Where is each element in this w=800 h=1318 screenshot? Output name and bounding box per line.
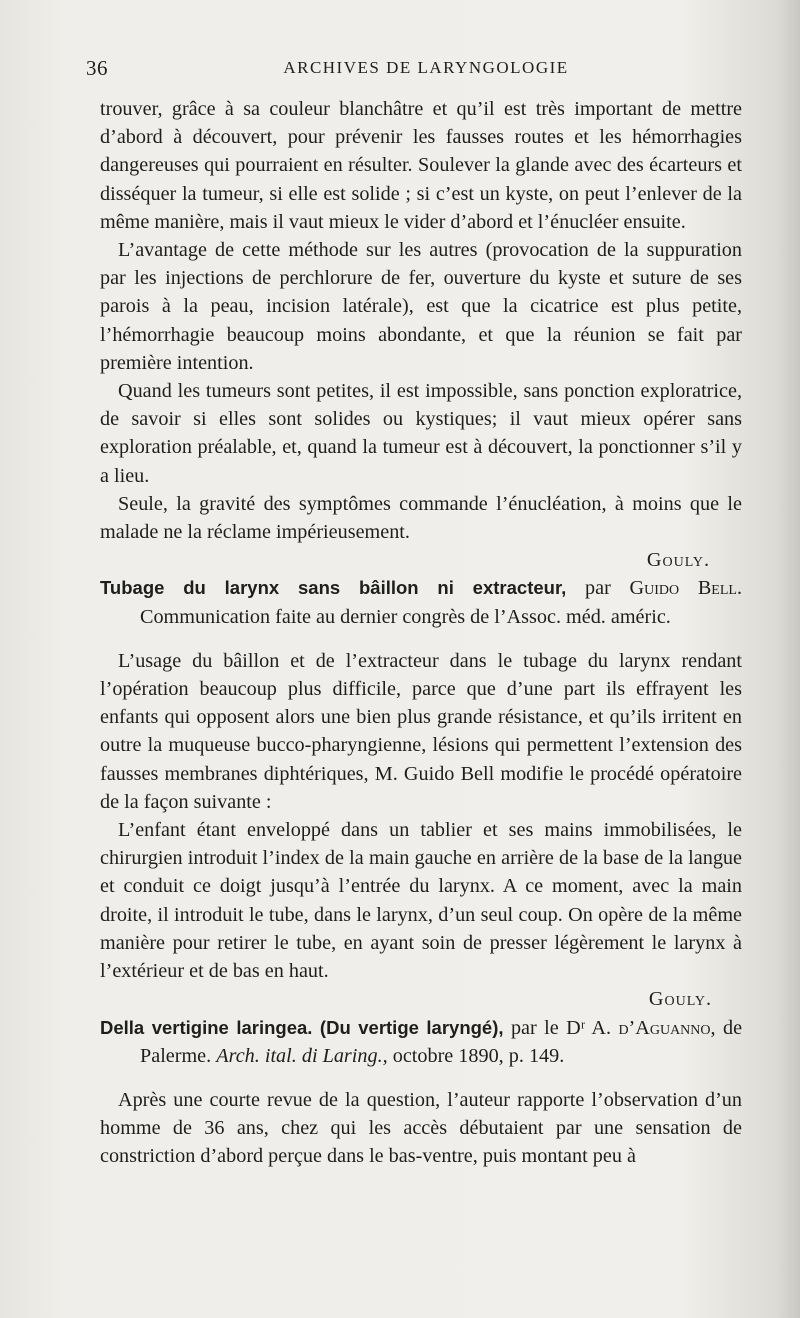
paragraph: Seule, la gravité des symptômes commande l’énucléation, à moins que le malade ne la réclame impérieusement.: [100, 492, 742, 544]
entry-title: Tubage du larynx sans bâillon ni extracteur,: [100, 577, 567, 599]
spacer: [100, 631, 742, 647]
signature: Gouly.: [648, 988, 712, 1011]
entry-author: d’Aguanno,: [618, 1016, 716, 1039]
entry-date: octobre 1890, p. 149.: [392, 1044, 565, 1067]
entry-by: par: [585, 577, 611, 600]
article-body: [100, 95, 742, 1171]
paragraph: L’enfant étant enveloppé dans un tablier et ses mains immobilisées, le chirurgien introduit l’index de la main gauche en arrière de la base de la langue et conduit ce doigt jusqu’à l’entrée du larynx. A ce moment, avec la main droite, il introduit le tube, dans le larynx, d’un seul coup. On opère de la même manière pour retirer le tube, en ayant soin de presser légèrement le larynx à l’extérieur et de bas en haut.: [100, 819, 742, 983]
page-header: [86, 56, 726, 86]
signature: Gouly.: [646, 549, 710, 572]
spacer: [100, 1070, 742, 1086]
entry-journal: Arch. ital. di Laring.,: [216, 1044, 388, 1067]
entry-place: de Palerme.: [140, 1016, 743, 1067]
paragraph: Après une courte revue de la question, l’auteur rapporte l’observation d’un homme de 36 ans, chez qui les accès débutaient par une sensation de constriction d’abord perçue dans le bas-ventre, puis montant peu à: [100, 1088, 742, 1168]
page-number: 36: [86, 56, 108, 80]
paragraph: Quand les tumeurs sont petites, il est impossible, sans ponction exploratrice, de savoir si elles sont solides ou kystiques; il vaut mieux opérer sans exploration préalable, et, quand la tumeur est à découvert, la ponctionner s’il y a lieu.: [100, 380, 742, 487]
paragraph: trouver, grâce à sa couleur blanchâtre et qu’il est très important de mettre d’abord à découvert, pour prévenir les fausses routes et les hémorrhagies dangereuses qui pourraient en résulter. Soulever la glande avec des écarteurs et disséquer la tumeur, si elle est solide ; si c’est un kyste, on peut l’enlever de la même manière, mais il vaut mieux le vider d’abord et l’énucléer ensuite.: [100, 98, 742, 233]
review-entry-heading: [100, 574, 742, 630]
entry-by: par le Dʳ A.: [510, 1016, 612, 1039]
entry-source: Communication faite au dernier congrès de l’Assoc. méd. améric.: [140, 605, 671, 628]
entry-author: Guido Bell.: [629, 577, 743, 600]
paragraph: L’avantage de cette méthode sur les autres (provocation de la suppuration par les injections de perchlorure de fer, ouverture du kyste et suture de ses parois à la peau, incision latérale), est que la cicatrice est plus petite, l’hémorrhagie beaucoup moins abondante, et que la réunion se fait par première intention.: [100, 239, 742, 374]
entry-title: Della vertigine laringea. (Du vertige laryngé),: [100, 1016, 504, 1038]
paragraph: L’usage du bâillon et de l’extracteur dans le tubage du larynx rendant l’opération beaucoup plus difficile, parce que d’une part ils effrayent les enfants qui opposent alors une bien plus grande résistance, et qu’ils irritent en outre la muqueuse bucco-pharyngienne, lésions qui permettent l’extension des fausses membranes diphtériques, M. Guido Bell modifie le procédé opératoire de la façon suivante :: [100, 649, 742, 813]
running-head: ARCHIVES DE LARYNGOLOGIE: [283, 58, 569, 77]
review-entry-heading: [100, 1014, 742, 1070]
